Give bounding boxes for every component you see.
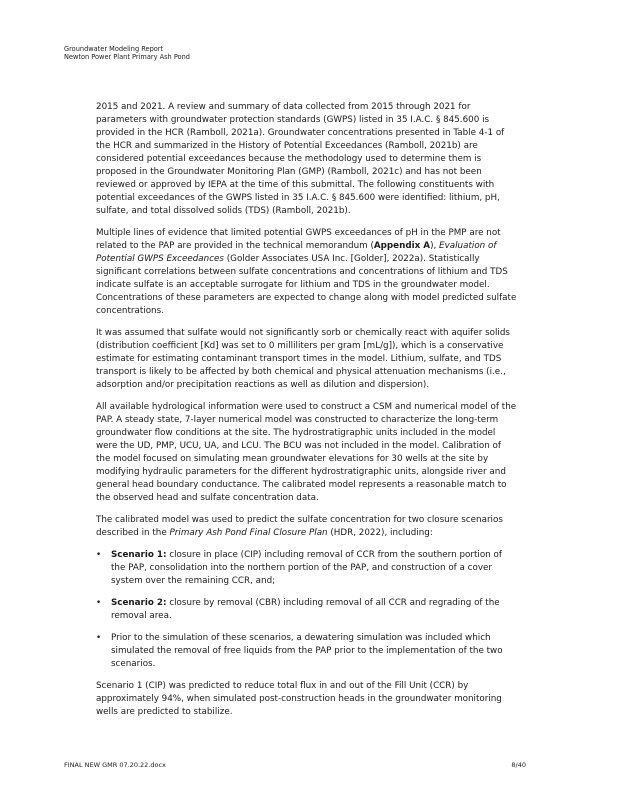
list-item [96, 632, 518, 671]
bullet-icon: • [96, 633, 102, 643]
memo-title: Evaluation of Potential GWPS Exceedances [96, 241, 497, 264]
paragraph-closure-scenarios [96, 514, 518, 540]
list-item [96, 549, 518, 588]
bullet-icon: • [96, 550, 102, 560]
bullet-icon: • [96, 598, 102, 608]
page-number: 8/40 [511, 761, 526, 769]
scenario-label: Scenario 1: [111, 550, 167, 560]
paragraph-flux-reduction: Scenario 1 (CIP) was predicted to reduce total flux in and out of the Fill Unit (CCR) by approximately 94%, when simulated post-construction heads in the groundwater monitoring wells are predicted to stabilize. [96, 681, 502, 717]
paragraph-gwps-review: 2015 and 2021. A review and summary of data collected from 2015 through 2021 for parameters with groundwater protection standards (GWPS) listed in 35 I.A.C. § 845.600 is provided in the HCR (Ramboll, 2021a). Groundwater concentrations presented in Table 4-1 of the HCR and summarized in the History of Potential Exceedances (Ramboll, 2021b) are considered potential exceedances because the methodology used to determine them is proposed in the Groundwater Monitoring Plan (GMP) (Ramboll, 2021c) and has not been reviewed or approved by IEPA at the time of this submittal. The following constituents with potential exceedances of the GWPS listed in 35 I.A.C. § 845.600 were identified: lithium, pH, sulfate, and total dissolved solids (TDS) (Ramboll, 2021b). [96, 102, 505, 216]
scenario-text: Prior to the simulation of these scenarios, a dewatering simulation was included which simulated the removal of free liquids from the PAP prior to the implementation of the two scenarios. [111, 633, 503, 669]
report-title: Groundwater Modeling Report [64, 45, 164, 53]
text: Multiple lines of evidence that limited potential GWPS exceedances of pH in the PMP are not related to the PAP are provided in the technical memorandum ( [96, 228, 501, 251]
text: ), [430, 241, 440, 251]
text: (Golder Associates USA Inc. [Golder], 2022a). Statistically significant correlations between sulfate concentrations and concentrations of lithium and TDS indicate sulfate is an acceptable surrogate for lithium and TDS in the groundwater model. Concentrations of these parameters are expected to change along with model predicted sulfate concentrations. [96, 254, 517, 316]
text: (HDR, 2022), including: [327, 528, 433, 538]
paragraph-model-construction: All available hydrological information were used to construct a CSM and numerical model of the PAP. A steady state, 7-layer numerical model was constructed to characterize the long-term groundwater flow conditions at the site. The hydrostratigraphic units included in the model were the UD, PMP, UCU, UA, and LCU. The BCU was not included in the model. Calibration of the model focused on simulating mean groundwater elevations for 30 wells at the site by modifying hydraulic parameters for the different hydrostratigraphic units, alongside river and general head boundary conductance. The calibrated model represents a reasonable match to the observed head and sulfate concentration data. [96, 402, 517, 503]
text: The calibrated model was used to predict the sulfate concentration for two closure scenarios described in the [96, 515, 503, 538]
appendix-reference: Appendix A [373, 241, 431, 251]
scenario-text: closure in place (CIP) including removal of CCR from the southern portion of the PAP, consolidation into the northern portion of the PAP, and construction of a cover system over the remaining CCR, and; [111, 550, 502, 586]
list-item [96, 597, 518, 623]
report-subtitle: Newton Power Plant Primary Ash Pond [64, 53, 190, 61]
scenario-text: closure by removal (CBR) including removal of all CCR and regrading of the removal area. [111, 598, 500, 621]
running-header [64, 45, 190, 61]
document-filename: FINAL NEW GMR 07.20.22.docx [64, 761, 166, 769]
closure-plan-title: Primary Ash Pond Final Closure Plan [169, 528, 328, 538]
scenario-list [96, 549, 518, 671]
paragraph-lines-of-evidence [96, 227, 518, 318]
page-footer [64, 761, 526, 769]
paragraph-sorption-assumption: It was assumed that sulfate would not significantly sorb or chemically react with aquifer solids (distribution coefficient [Kd] was set to 0 milliliters per gram [mL/g]), which is a conservative estimate for estimating contaminant transport times in the model. Lithium, sulfate, and TDS transport is likely to be affected by both chemical and physical attenuation mechanisms (i.e., adsorption and/or precipitation reactions as well as dilution and dispersion). [96, 328, 510, 390]
scenario-label: Scenario 2: [111, 598, 167, 608]
document-body [96, 101, 518, 728]
